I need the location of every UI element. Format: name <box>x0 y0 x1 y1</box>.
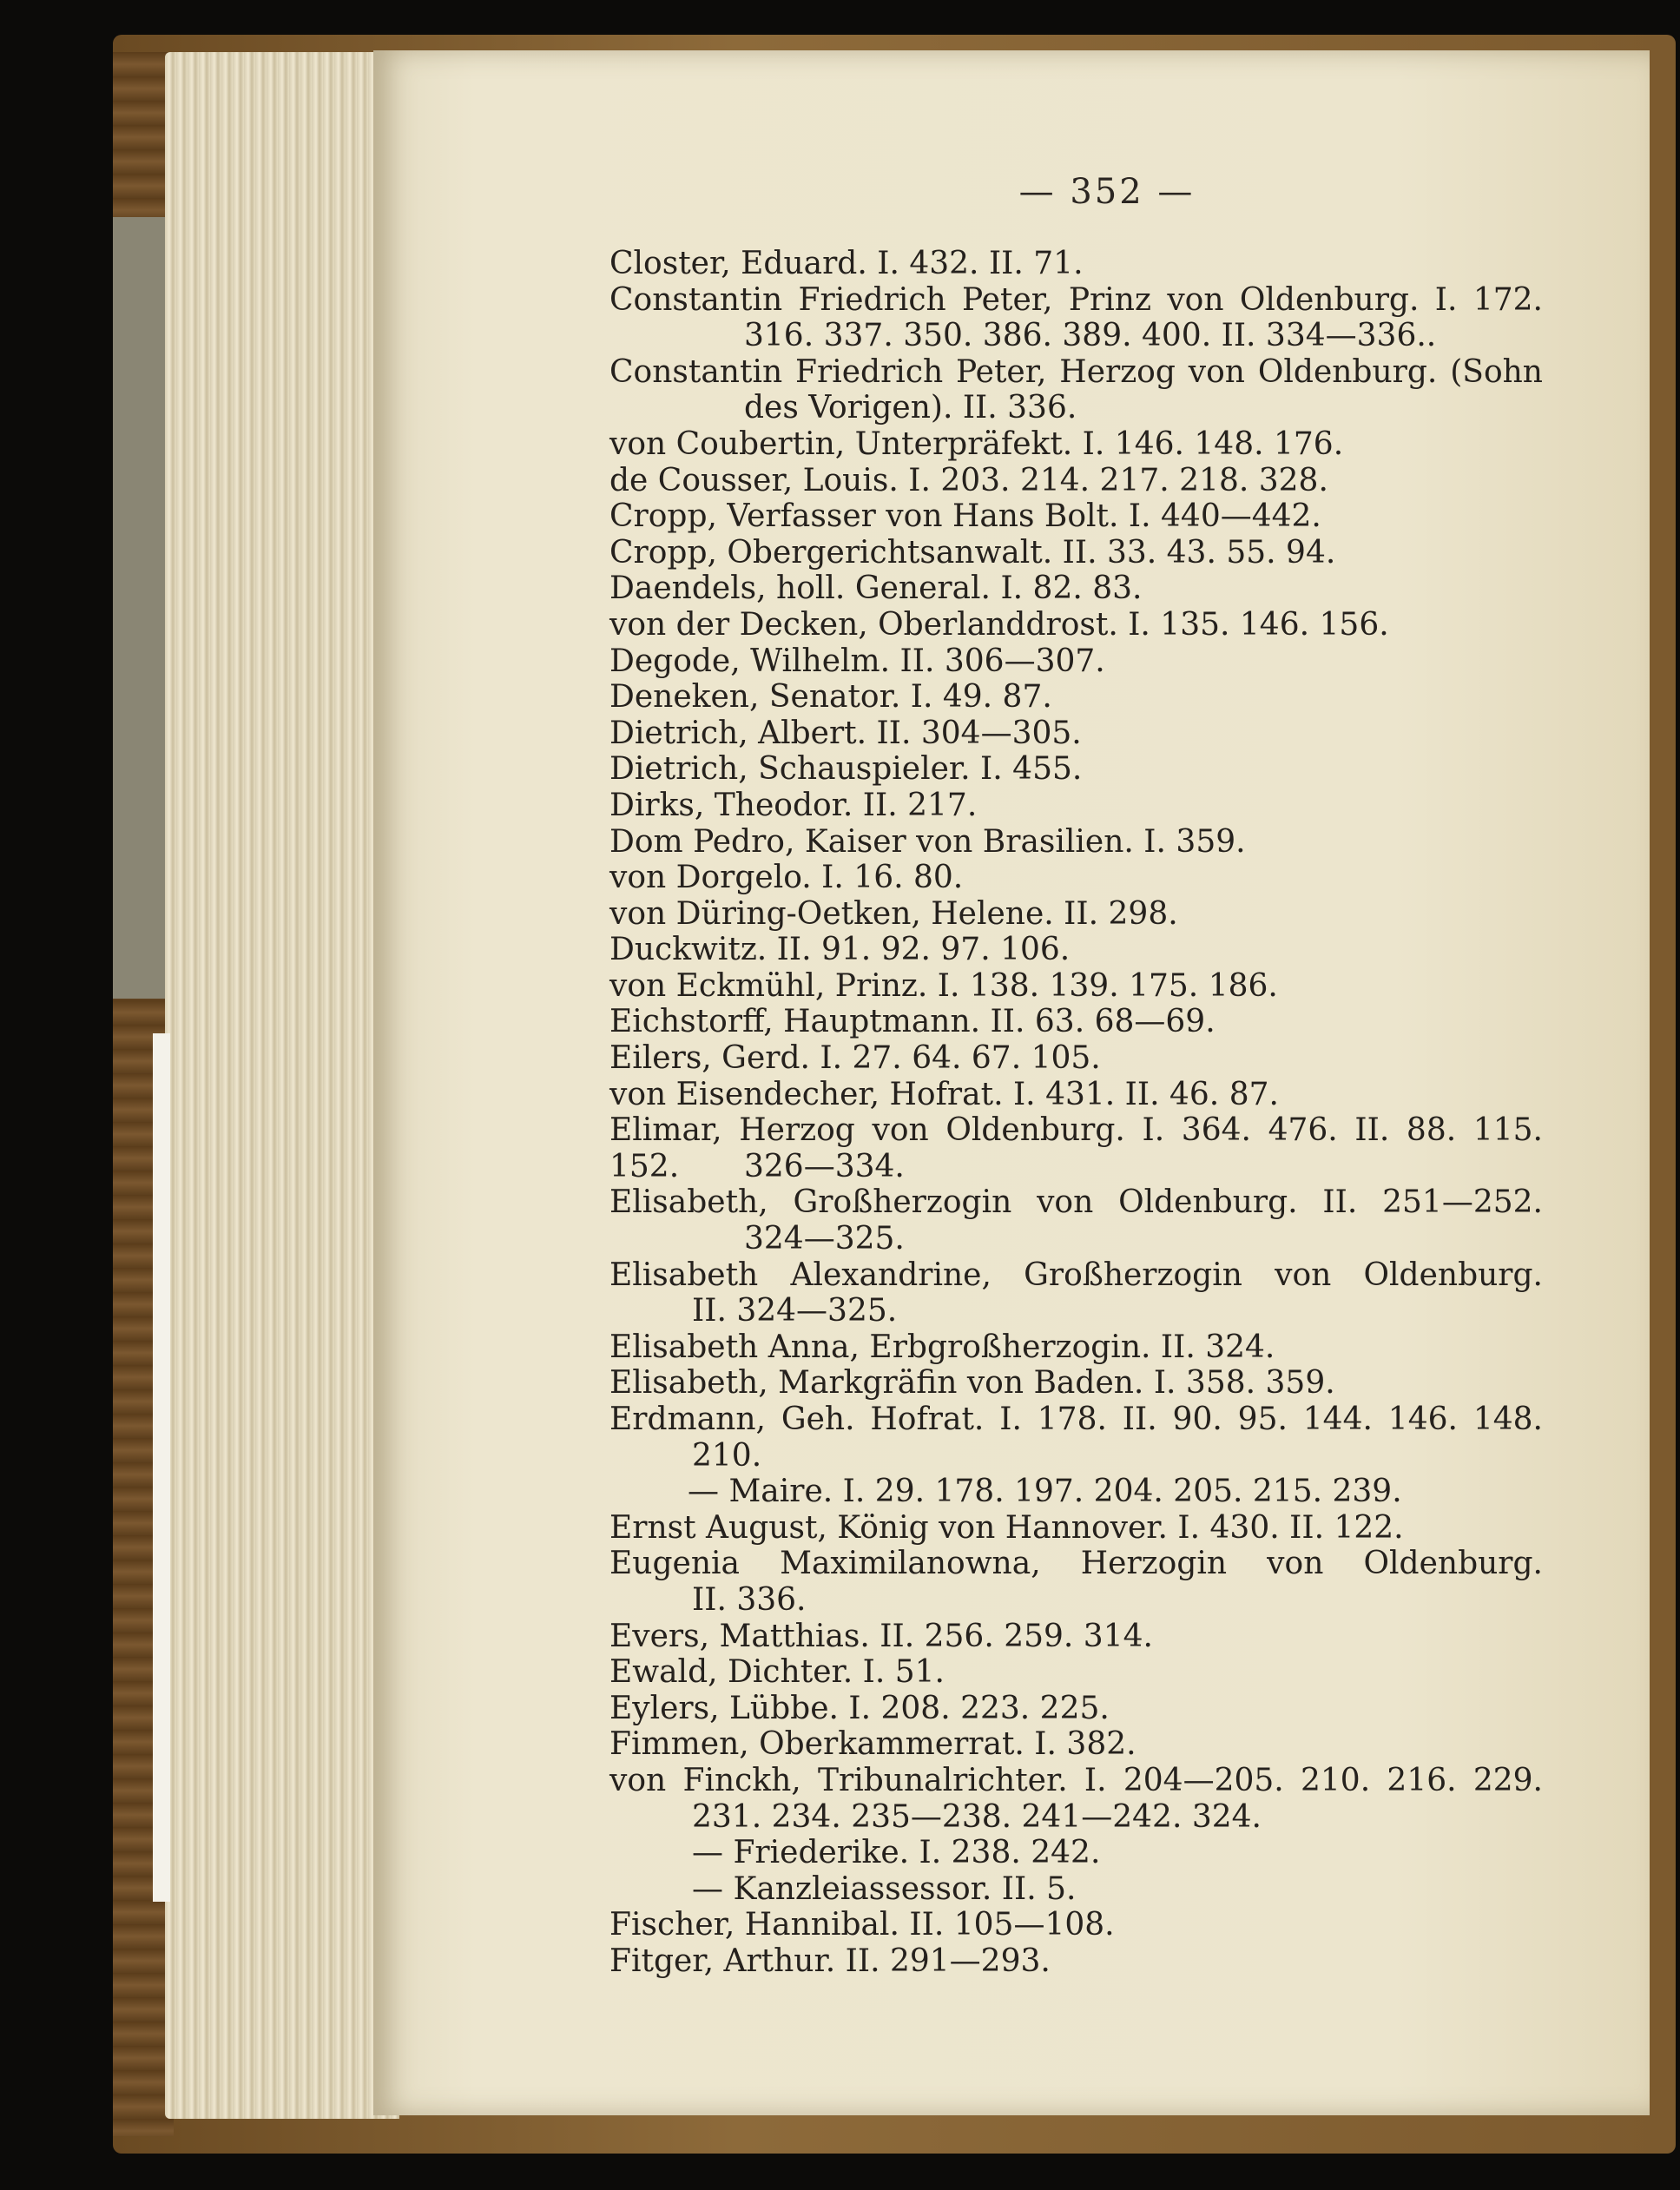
index-entry: von Coubertin, Unterpräfekt. I. 146. 148. 176. <box>609 425 1344 462</box>
index-entry-continuation: 210. <box>692 1437 762 1474</box>
index-entry: Eichstorff, Hauptmann. II. 63. 68—69. <box>609 1004 1216 1040</box>
index-entry-continuation: II. 336. <box>692 1581 807 1618</box>
index-entry-continuation: des Vorigen). II. 336. <box>744 390 1077 426</box>
index-list <box>609 246 1543 1980</box>
index-entry: von der Decken, Oberlanddrost. I. 135. 146. 156. <box>609 606 1389 643</box>
index-entry: Fischer, Hannibal. II. 105—108. <box>609 1907 1115 1943</box>
index-entry: Closter, Eduard. I. 432. II. 71. <box>609 246 1084 281</box>
index-entry: von Düring-Oetken, Helene. II. 298. <box>609 895 1178 932</box>
index-entry: Elisabeth, Markgräfin von Baden. I. 358. 359. <box>609 1365 1335 1402</box>
index-entry: Constantin Friedrich Peter, Herzog von Oldenburg. (Sohn <box>609 353 1543 390</box>
index-entry: von Dorgelo. I. 16. 80. <box>609 860 964 896</box>
index-entry: Eugenia Maximilanowna, Herzogin von Oldenburg. <box>609 1546 1543 1582</box>
index-entry: Fitger, Arthur. II. 291—293. <box>609 1943 1051 1979</box>
index-entry: Degode, Wilhelm. II. 306—307. <box>609 643 1105 679</box>
index-entry-continuation: 316. 337. 350. 386. 389. 400. II. 334—336.. <box>744 318 1437 354</box>
index-entry: Daendels, holl. General. I. 82. 83. <box>609 571 1143 607</box>
index-entry: Dietrich, Schauspieler. I. 455. <box>609 751 1083 788</box>
index-entry: Dietrich, Albert. II. 304—305. <box>609 715 1082 751</box>
index-entry: Elisabeth, Großherzogin von Oldenburg. II. 251—252. <box>609 1184 1543 1221</box>
index-entry: Cropp, Obergerichtsanwalt. II. 33. 43. 55. 94. <box>609 534 1336 571</box>
index-entry: Ernst August, König von Hannover. I. 430. II. 122. <box>609 1509 1404 1546</box>
index-entry: Cropp, Verfasser von Hans Bolt. I. 440—442. <box>609 498 1321 535</box>
paper-strip <box>153 1033 170 1902</box>
index-entry: von Eisendecher, Hofrat. I. 431. II. 46. 87. <box>609 1076 1279 1112</box>
index-entry: Eylers, Lübbe. I. 208. 223. 225. <box>609 1690 1110 1726</box>
index-entry: Duckwitz. II. 91. 92. 97. 106. <box>609 932 1071 968</box>
index-entry: Eilers, Gerd. I. 27. 64. 67. 105. <box>609 1040 1101 1077</box>
index-subentry: — Friederike. I. 238. 242. <box>692 1835 1101 1871</box>
index-entry-continuation: 231. 234. 235—238. 241—242. 324. <box>692 1798 1262 1835</box>
index-entry: Constantin Friedrich Peter, Prinz von Oldenburg. I. 172. <box>609 281 1543 318</box>
index-entry-continuation: 324—325. <box>744 1221 905 1257</box>
index-entry: Elimar, Herzog von Oldenburg. I. 364. 476. II. 88. 115. 152. <box>609 1112 1543 1184</box>
index-entry: Elisabeth Anna, Erbgroßherzogin. II. 324. <box>609 1329 1275 1365</box>
index-entry: von Finckh, Tribunalrichter. I. 204—205. 210. 216. 229. <box>609 1762 1543 1798</box>
index-entry: Dom Pedro, Kaiser von Brasilien. I. 359. <box>609 823 1246 860</box>
index-entry: de Cousser, Louis. I. 203. 214. 217. 218. 328. <box>609 462 1328 498</box>
index-entry: Elisabeth Alexandrine, Großherzogin von Oldenburg. <box>609 1257 1543 1293</box>
index-entry: Erdmann, Geh. Hofrat. I. 178. II. 90. 95. 144. 146. 148. <box>609 1402 1543 1437</box>
index-entry: Deneken, Senator. I. 49. 87. <box>609 679 1052 716</box>
index-entry: Fimmen, Oberkammerrat. I. 382. <box>609 1726 1136 1763</box>
index-subentry: — Maire. I. 29. 178. 197. 204. 205. 215. 239. <box>688 1474 1402 1510</box>
index-entry: Dirks, Theodor. II. 217. <box>609 787 978 823</box>
index-entry: von Eckmühl, Prinz. I. 138. 139. 175. 186. <box>609 967 1278 1004</box>
page-number: — 352 — <box>1018 172 1196 212</box>
index-entry: Ewald, Dichter. I. 51. <box>609 1654 945 1691</box>
index-subentry: — Kanzleiassessor. II. 5. <box>692 1870 1077 1907</box>
index-entry-continuation: 326—334. <box>744 1148 905 1184</box>
page-stack <box>165 52 399 2119</box>
index-entry-continuation: II. 324—325. <box>692 1293 898 1329</box>
index-entry: Evers, Matthias. II. 256. 259. 314. <box>609 1618 1153 1654</box>
